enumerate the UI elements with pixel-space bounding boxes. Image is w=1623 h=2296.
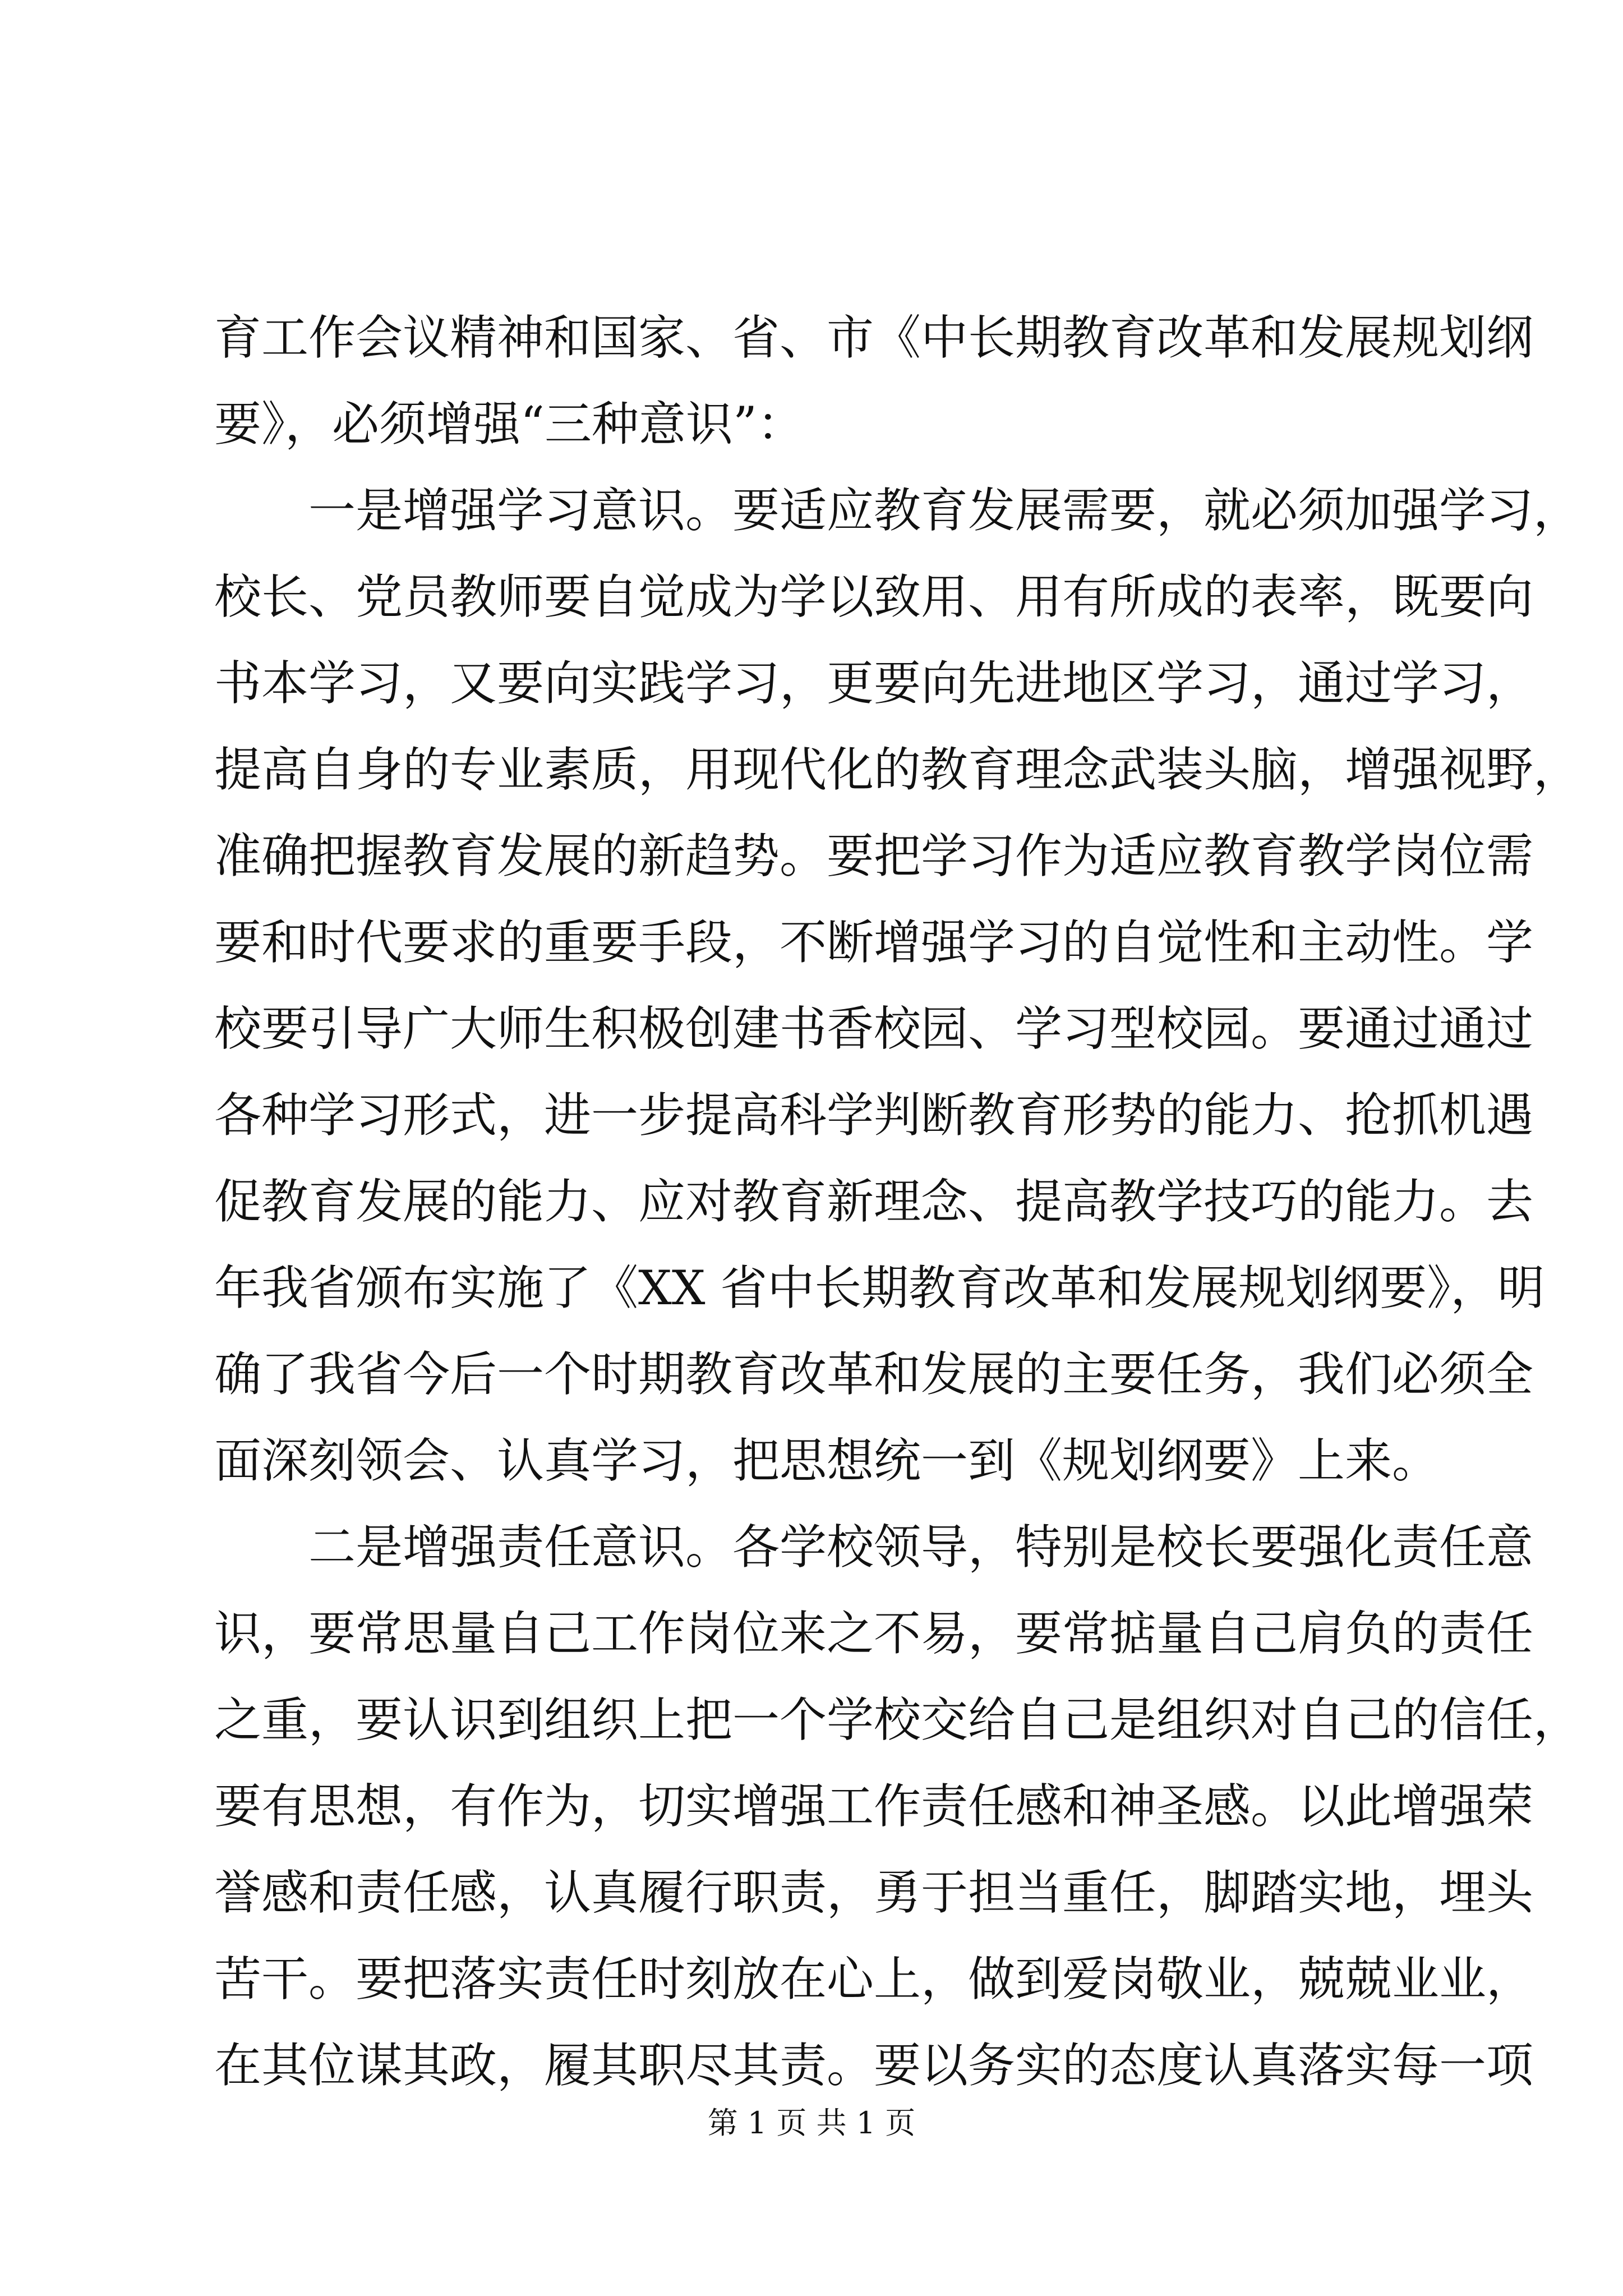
text-line: 要有思想，有作为，切实增强工作责任感和神圣感。以此增强荣 xyxy=(214,1779,1534,1834)
text-line: 各种学习形式，进一步提高科学判断教育形势的能力、抢抓机遇 xyxy=(214,1088,1534,1143)
text-line: 校长、党员教师要自觉成为学以致用、用有所成的表率，既要向 xyxy=(214,569,1534,624)
text-line: 之重，要认识到组织上把一个学校交给自己是组织对自己的信任， xyxy=(214,1692,1581,1747)
text-line: 校要引导广大师生积极创建书香校园、学习型校园。要通过通过 xyxy=(214,1001,1534,1056)
text-line: 面深刻领会、认真学习，把思想统一到《规划纲要》上来。 xyxy=(214,1433,1440,1488)
text-line: 二是增强责任意识。各学校领导，特别是校长要强化责任意 xyxy=(308,1520,1534,1575)
text-line: 书本学习，又要向实践学习，更要向先进地区学习，通过学习， xyxy=(214,656,1534,711)
text-line: 确了我省今后一个时期教育改革和发展的主要任务，我们必须全 xyxy=(214,1347,1534,1402)
text-line: 在其位谋其政，履其职尽其责。要以务实的态度认真落实每一项 xyxy=(214,2038,1534,2093)
text-line: 苦干。要把落实责任时刻放在心上，做到爱岗敬业，兢兢业业， xyxy=(214,1952,1534,2007)
text-line: 誉感和责任感，认真履行职责，勇于担当重任，脚踏实地，埋头 xyxy=(214,1865,1534,1920)
text-line: 年我省颁布实施了《XX 省中长期教育改革和发展规划纲要》，明 xyxy=(214,1260,1545,1315)
text-line: 一是增强学习意识。要适应教育发展需要，就必须加强学习， xyxy=(308,483,1581,538)
page-footer xyxy=(0,2104,1623,2143)
text-line: 育工作会议精神和国家、省、市《中长期教育改革和发展规划纲 xyxy=(214,310,1534,365)
document-body xyxy=(214,295,1581,2109)
text-line: 要和时代要求的重要手段，不断增强学习的自觉性和主动性。学 xyxy=(214,915,1534,970)
text-line: 促教育发展的能力、应对教育新理念、提高教学技巧的能力。去 xyxy=(214,1174,1534,1229)
text-line: 准确把握教育发展的新趋势。要把学习作为适应教育教学岗位需 xyxy=(214,829,1534,884)
text-line: 识，要常思量自己工作岗位来之不易，要常掂量自己肩负的责任 xyxy=(214,1606,1534,1661)
page-number: 第 1 页 共 1 页 xyxy=(707,2105,916,2141)
text-line: 要》，必须增强“三种意识”： xyxy=(214,397,804,452)
text-line: 提高自身的专业素质，用现代化的教育理念武装头脑，增强视野， xyxy=(214,742,1581,797)
